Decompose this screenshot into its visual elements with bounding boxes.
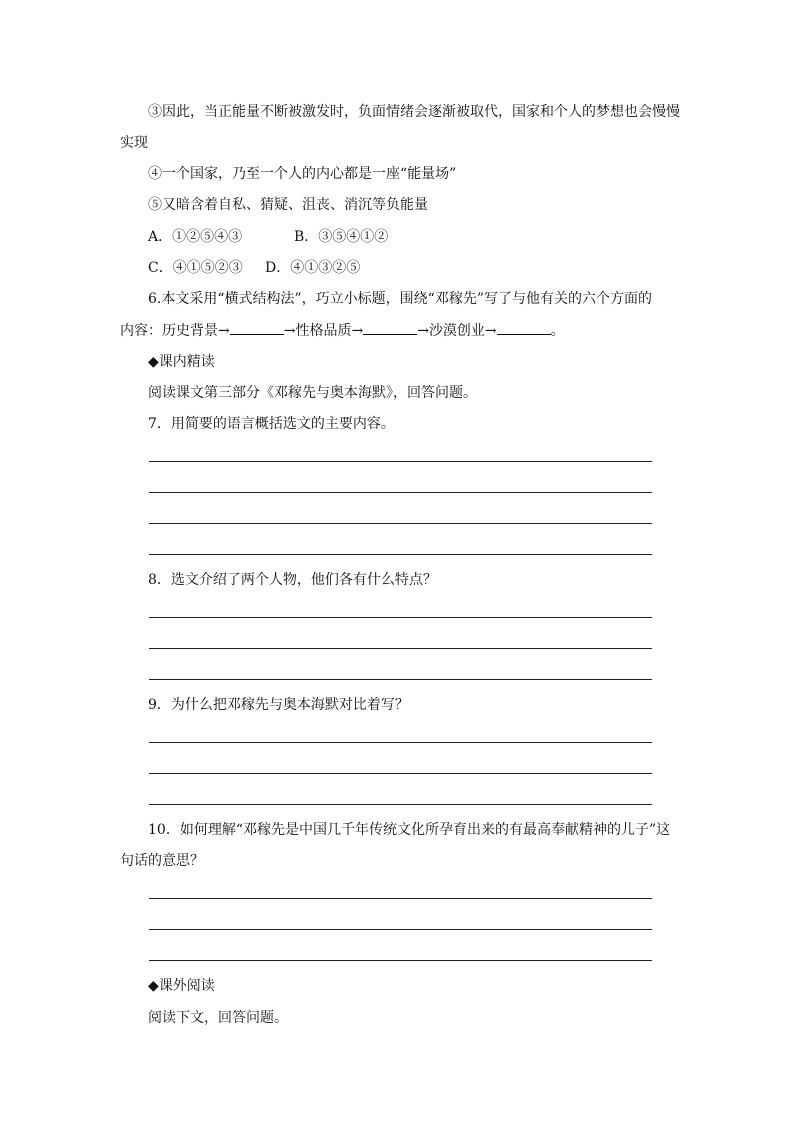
option-a: A．①②⑤④③ xyxy=(148,229,243,245)
answer-line-q7-4[interactable] xyxy=(149,554,652,555)
sentence-3-line2: 实现 xyxy=(120,135,148,151)
q6-part-1: 内容：历史背景→ xyxy=(120,323,230,339)
section-intro-in-class: 阅读课文第三部分《邓稼先与奥本海默》，回答问题。 xyxy=(148,385,477,401)
option-d: D．④①③②⑤ xyxy=(265,260,361,276)
question-6-line1: 6.本文采用“横式结构法”，巧立小标题，围绕“邓稼先”写了与他有关的六个方面的 xyxy=(148,291,652,307)
answer-line-q8-1[interactable] xyxy=(149,617,652,618)
sentence-5: ⑤又暗含着自私、猜疑、沮丧、消沉等负能量 xyxy=(148,197,428,213)
sentence-4: ④一个国家，乃至一个人的内心都是一座“能量场” xyxy=(148,166,457,182)
answer-line-q9-2[interactable] xyxy=(149,773,652,774)
question-10-line1: 10．如何理解“邓稼先是中国几千年传统文化所孕育出来的有最高奉献精神的儿子”这 xyxy=(148,822,671,838)
answer-line-q9-3[interactable] xyxy=(149,804,652,805)
answer-line-q10-3[interactable] xyxy=(149,960,652,961)
answer-line-q8-3[interactable] xyxy=(149,679,652,680)
question-10-line2: 句话的意思？ xyxy=(120,853,204,869)
q6-blank-3[interactable] xyxy=(497,320,551,335)
q6-part-3: →沙漠创业→ xyxy=(417,323,497,339)
q6-part-2: →性格品质→ xyxy=(283,323,364,339)
section-heading-in-class: ◆课内精读 xyxy=(148,354,215,370)
q6-blank-2[interactable] xyxy=(363,320,417,335)
section-intro-extracurricular: 阅读下文，回答问题。 xyxy=(148,1010,288,1026)
answer-line-q7-2[interactable] xyxy=(149,492,652,493)
answer-line-q7-3[interactable] xyxy=(149,523,652,524)
option-b: B．③⑤④①② xyxy=(294,229,389,245)
answer-line-q9-1[interactable] xyxy=(149,742,652,743)
section-heading-extracurricular: ◆课外阅读 xyxy=(148,978,215,994)
option-c: C．④①⑤②③ xyxy=(148,260,243,276)
question-6-line2 xyxy=(120,320,565,341)
answer-line-q10-1[interactable] xyxy=(149,898,652,899)
q6-part-4: 。 xyxy=(550,323,565,339)
question-7: 7．用简要的语言概括选文的主要内容。 xyxy=(148,416,395,432)
answer-line-q10-2[interactable] xyxy=(149,929,652,930)
sentence-3-line1: ③因此，当正能量不断被激发时，负面情绪会逐渐被取代，国家和个人的梦想也会慢慢 xyxy=(148,104,680,120)
question-9: 9．为什么把邓稼先与奥本海默对比着写？ xyxy=(148,697,409,713)
answer-line-q7-1[interactable] xyxy=(149,461,652,462)
q6-blank-1[interactable] xyxy=(230,320,284,335)
answer-line-q8-2[interactable] xyxy=(149,648,652,649)
question-8: 8．选文介绍了两个人物，他们各有什么特点？ xyxy=(148,572,437,588)
